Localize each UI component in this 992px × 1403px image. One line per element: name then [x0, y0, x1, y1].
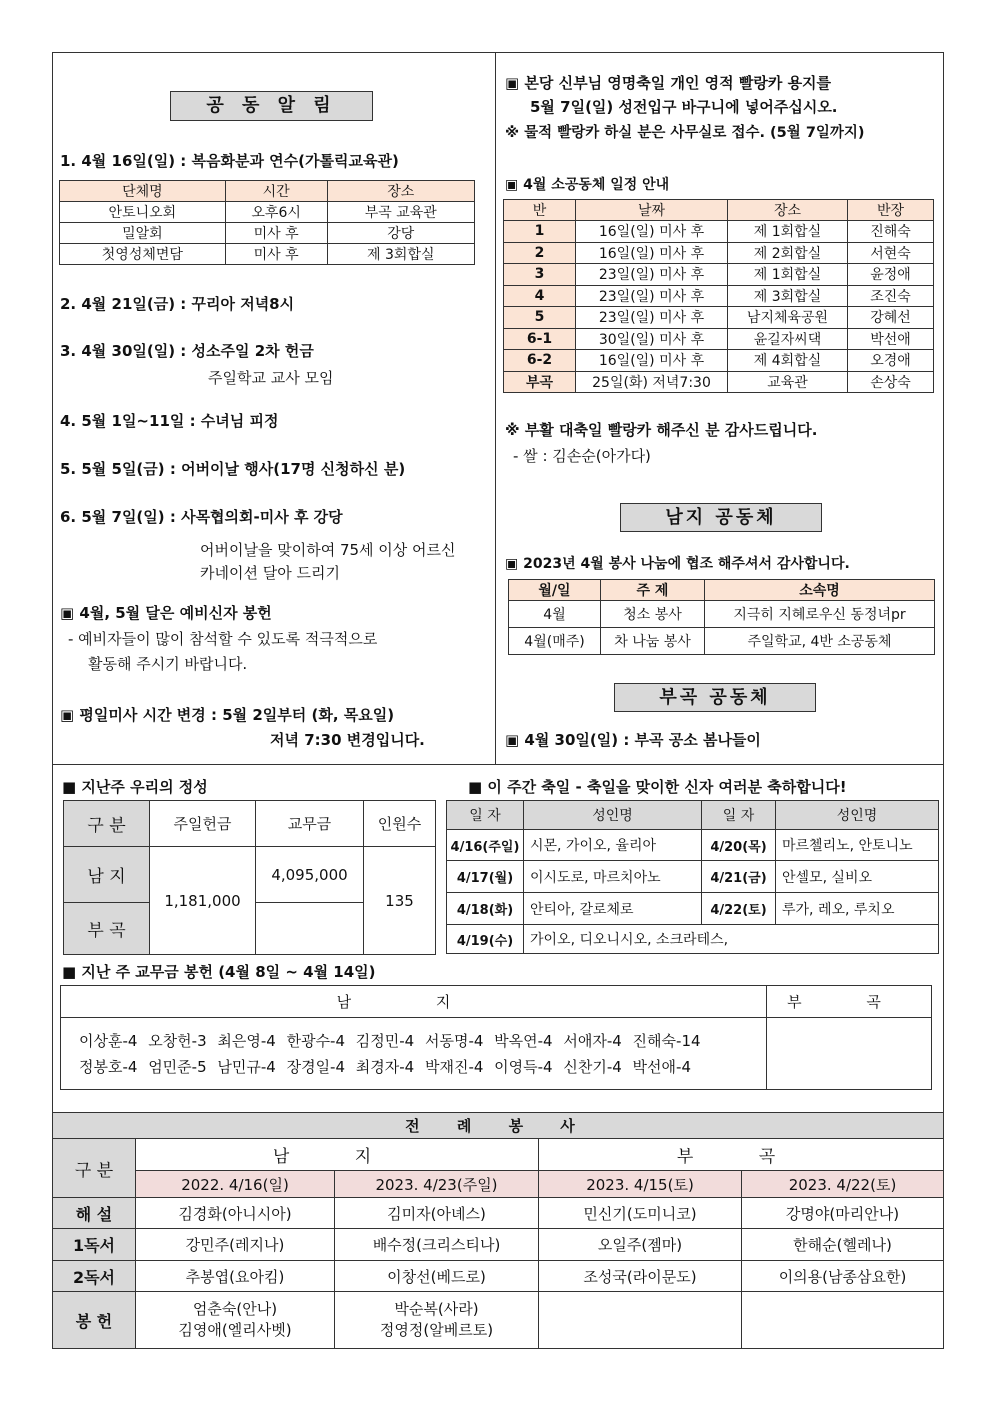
schedule-table	[503, 199, 934, 393]
cell: 박선애	[848, 328, 934, 350]
th: 반	[504, 200, 576, 221]
feast-notice-3: ※ 물적 빨랑카 하실 분은 사무실로 접수. (5월 7일까지)	[505, 125, 865, 141]
cell: 주일학교, 4반 소공동체	[705, 628, 935, 655]
group-table	[59, 180, 475, 265]
cell: 제 3회합실	[327, 244, 474, 265]
notice-title: 공 동 알 림	[170, 91, 373, 121]
attendance: 135	[364, 847, 436, 955]
date: 2023. 4/23(주일)	[335, 1171, 539, 1198]
feast-notice-2: 5월 7일(일) 성전입구 바구니에 넣어주십시오.	[530, 98, 838, 116]
cell: 16일(일) 미사 후	[576, 350, 728, 372]
cell: 배수정(크리스티나)	[335, 1229, 539, 1261]
cell: 강민주(레지나)	[136, 1229, 335, 1261]
cell: 이창선(베드로)	[335, 1261, 539, 1292]
th: 월/일	[509, 580, 601, 601]
cell: 4월(매주)	[509, 628, 601, 655]
offer-empty	[539, 1292, 742, 1349]
notice-item-3-detail: 주일학교 교사 모임	[208, 369, 334, 387]
tithe-bugok	[256, 903, 364, 955]
tithe-title: ■ 지난 주 교무금 봉헌 (4월 8일 ~ 4월 14일)	[62, 963, 376, 981]
cell: 김미자(아녜스)	[335, 1198, 539, 1229]
th: 성인명	[776, 801, 939, 830]
catechumen-detail-1: - 예비자들이 많이 참석할 수 있도록 적극적으로	[68, 630, 378, 648]
cell: 23일(일) 미사 후	[576, 307, 728, 329]
th: 일 자	[702, 801, 776, 830]
cell: 교육관	[728, 371, 848, 393]
feast-title: ■ 이 주간 축일 - 축일을 맞이한 신자 여러분 축하합니다!	[468, 778, 847, 796]
cell: 3	[504, 264, 576, 286]
cell: 윤정애	[848, 264, 934, 286]
th: 주 제	[601, 580, 705, 601]
notice-item-3: 3. 4월 30일(일) : 성소주일 2차 헌금	[60, 342, 314, 360]
sunday-offering: 1,181,000	[150, 847, 256, 955]
weekday-mass-detail: 저녁 7:30 변경입니다.	[270, 731, 425, 749]
offer-2a: 박순복(사라)	[394, 1300, 479, 1318]
th: 장소	[728, 200, 848, 221]
service-table	[508, 579, 935, 655]
th: 구 분	[64, 801, 150, 847]
cell: 오경애	[848, 350, 934, 372]
cell: 한해순(헬레나)	[742, 1229, 944, 1261]
role: 2독서	[53, 1261, 136, 1292]
cell: 6-2	[504, 350, 576, 372]
cell: 오일주(젬마)	[539, 1229, 742, 1261]
role: 봉 헌	[53, 1292, 136, 1349]
th-group: 단체명	[60, 181, 226, 202]
cell: 제 3회합실	[728, 285, 848, 307]
thanks-notice: ※ 부활 대축일 빨랑카 해주신 분 감사드립니다.	[505, 421, 818, 439]
cell: 진해숙	[848, 221, 934, 243]
notice-item-1: 1. 4월 16일(일) : 복음화분과 연수(가톨릭교육관)	[60, 152, 399, 170]
date: 2023. 4/22(토)	[742, 1171, 944, 1198]
cell: 제 1회합실	[728, 221, 848, 243]
cell: 23일(일) 미사 후	[576, 264, 728, 286]
cell: 제 1회합실	[728, 264, 848, 286]
th: 교무금	[256, 801, 364, 847]
cell: 안셀모, 실비오	[776, 861, 939, 893]
cell: 이시도로, 마르치아노	[524, 861, 702, 893]
cell: 가이오, 디오니시오, 소크라테스,	[524, 925, 939, 954]
cell: 남지체육공원	[728, 307, 848, 329]
feast-notice-1: ▣ 본당 신부님 영명축일 개인 영적 빨랑카 용지를	[505, 74, 832, 92]
cell: 조성국(라이문도)	[539, 1261, 742, 1292]
th-place: 장소	[327, 181, 474, 202]
cell: 미사 후	[225, 244, 327, 265]
tithe-line-1: 이상훈-4 오창헌-3 최은영-4 한광수-4 김정민-4 서동명-4 박옥연-4 서애자-4 진해숙-14	[79, 1031, 701, 1050]
cell: 부곡	[504, 371, 576, 393]
th-namji: 남 지	[61, 986, 767, 1018]
cell: 오후6시	[225, 202, 327, 223]
th-time: 시간	[225, 181, 327, 202]
cell: 서현숙	[848, 242, 934, 264]
notice-item-6-detail-1: 어버이날을 맞이하여 75세 이상 어르신	[200, 541, 456, 559]
cell: 5	[504, 307, 576, 329]
date: 2023. 4/15(토)	[539, 1171, 742, 1198]
cell: 4/19(수)	[447, 925, 524, 954]
weekday-mass-notice: ▣ 평일미사 시간 변경 : 5월 2일부터 (화, 목요일)	[60, 706, 395, 724]
bugok-item: ▣ 4월 30일(일) : 부곡 공소 봄나들이	[505, 731, 761, 749]
cell: 차 나눔 봉사	[601, 628, 705, 655]
th-bugok: 부 곡	[767, 986, 932, 1018]
catechumen-detail-2: 활동해 주시기 바랍니다.	[88, 655, 248, 673]
cell: 16일(일) 미사 후	[576, 242, 728, 264]
cell: 안티아, 갈로체로	[524, 893, 702, 925]
column-divider	[495, 52, 496, 764]
tithe-namji: 4,095,000	[256, 847, 364, 903]
liturgy-table	[52, 1112, 944, 1349]
cell: 강명야(마리안나)	[742, 1198, 944, 1229]
cell: 추봉엽(요아킴)	[136, 1261, 335, 1292]
row-bugok: 부 곡	[64, 903, 150, 955]
offer-2b: 정영정(알베르토)	[379, 1321, 494, 1339]
cell: 첫영성체면담	[60, 244, 226, 265]
cell: 조진숙	[848, 285, 934, 307]
cell: 4/17(월)	[447, 861, 524, 893]
offer-1a: 엄춘숙(안나)	[192, 1300, 278, 1318]
cell: 부곡 교육관	[327, 202, 474, 223]
section-divider	[52, 764, 944, 765]
schedule-title: ▣ 4월 소공동체 일정 안내	[505, 177, 670, 193]
cell: 루가, 레오, 루치오	[776, 893, 939, 925]
cell: 16일(일) 미사 후	[576, 221, 728, 243]
bugok-title: 부곡 공동체	[614, 683, 816, 712]
cell: 2	[504, 242, 576, 264]
cell: 4/21(금)	[702, 861, 776, 893]
notice-item-4: 4. 5월 1일~11일 : 수녀님 피정	[60, 412, 279, 430]
notice-item-6-detail-2: 카네이션 달아 드리기	[200, 564, 340, 582]
cell: 윤길자씨댁	[728, 328, 848, 350]
cell: 4월	[509, 601, 601, 628]
date: 2022. 4/16(일)	[136, 1171, 335, 1198]
role: 1독서	[53, 1229, 136, 1261]
notice-item-6: 6. 5월 7일(일) : 사목협의회-미사 후 강당	[60, 508, 343, 526]
liturgy-bugok: 부 곡	[539, 1139, 944, 1171]
cell: 강당	[327, 223, 474, 244]
cell: 4/22(토)	[702, 893, 776, 925]
cell: 제 4회합실	[728, 350, 848, 372]
role: 해 설	[53, 1198, 136, 1229]
th: 날짜	[576, 200, 728, 221]
cell: 지극히 지혜로우신 동정녀pr	[705, 601, 935, 628]
th: 소속명	[705, 580, 935, 601]
cell: 마르첼리노, 안토니노	[776, 830, 939, 861]
cell: 4/16(주일)	[447, 830, 524, 861]
notice-item-2: 2. 4월 21일(금) : 꾸리아 저녁8시	[60, 295, 295, 313]
thanks-detail: - 쌀 : 김손순(아가다)	[513, 447, 651, 465]
cell: 이의용(남종삼요한)	[742, 1261, 944, 1292]
cell: 23일(일) 미사 후	[576, 285, 728, 307]
cell: 밀알회	[60, 223, 226, 244]
cell: 4/20(목)	[702, 830, 776, 861]
cell: 강혜선	[848, 307, 934, 329]
th: 성인명	[524, 801, 702, 830]
tithe-line-2: 정봉호-4 엄민준-5 남민규-4 장경일-4 최경자-4 박재진-4 이영득-4 신찬기-4 박선애-4	[79, 1057, 691, 1076]
th: 인원수	[364, 801, 436, 847]
tithe-table	[60, 985, 932, 1090]
liturgy-title: 전 례 봉 사	[53, 1113, 944, 1139]
namji-title: 남지 공동체	[620, 503, 822, 532]
cell: 6-1	[504, 328, 576, 350]
cell: 25일(화) 저녁7:30	[576, 371, 728, 393]
th: 일 자	[447, 801, 524, 830]
row-namji: 남 지	[64, 847, 150, 903]
catechumen-notice: ▣ 4월, 5월 달은 예비신자 봉헌	[60, 604, 272, 622]
cell: 안토니오회	[60, 202, 226, 223]
cell: 4	[504, 285, 576, 307]
cell: 30일(일) 미사 후	[576, 328, 728, 350]
cell: 김경화(아니시아)	[136, 1198, 335, 1229]
offer-empty	[742, 1292, 944, 1349]
tithe-bugok-cell	[767, 1018, 932, 1090]
cell: 시몬, 가이오, 율리아	[524, 830, 702, 861]
namji-thanks: ▣ 2023년 4월 봉사 나눔에 협조 해주셔서 감사합니다.	[505, 556, 850, 572]
cell: 민신기(도미니코)	[539, 1198, 742, 1229]
cell: 미사 후	[225, 223, 327, 244]
offering-table	[63, 800, 436, 955]
offer-1b: 김영애(엘리사벳)	[178, 1321, 292, 1339]
cell: 손상숙	[848, 371, 934, 393]
offering-title: ■ 지난주 우리의 정성	[62, 778, 208, 796]
notice-item-5: 5. 5월 5일(금) : 어버이날 행사(17명 신청하신 분)	[60, 460, 406, 478]
th: 주일헌금	[150, 801, 256, 847]
gubun-label: 구 분	[53, 1139, 136, 1198]
cell: 제 2회합실	[728, 242, 848, 264]
cell: 1	[504, 221, 576, 243]
th: 반장	[848, 200, 934, 221]
cell: 청소 봉사	[601, 601, 705, 628]
feast-table	[446, 800, 939, 954]
liturgy-namji: 남 지	[136, 1139, 539, 1171]
cell: 4/18(화)	[447, 893, 524, 925]
